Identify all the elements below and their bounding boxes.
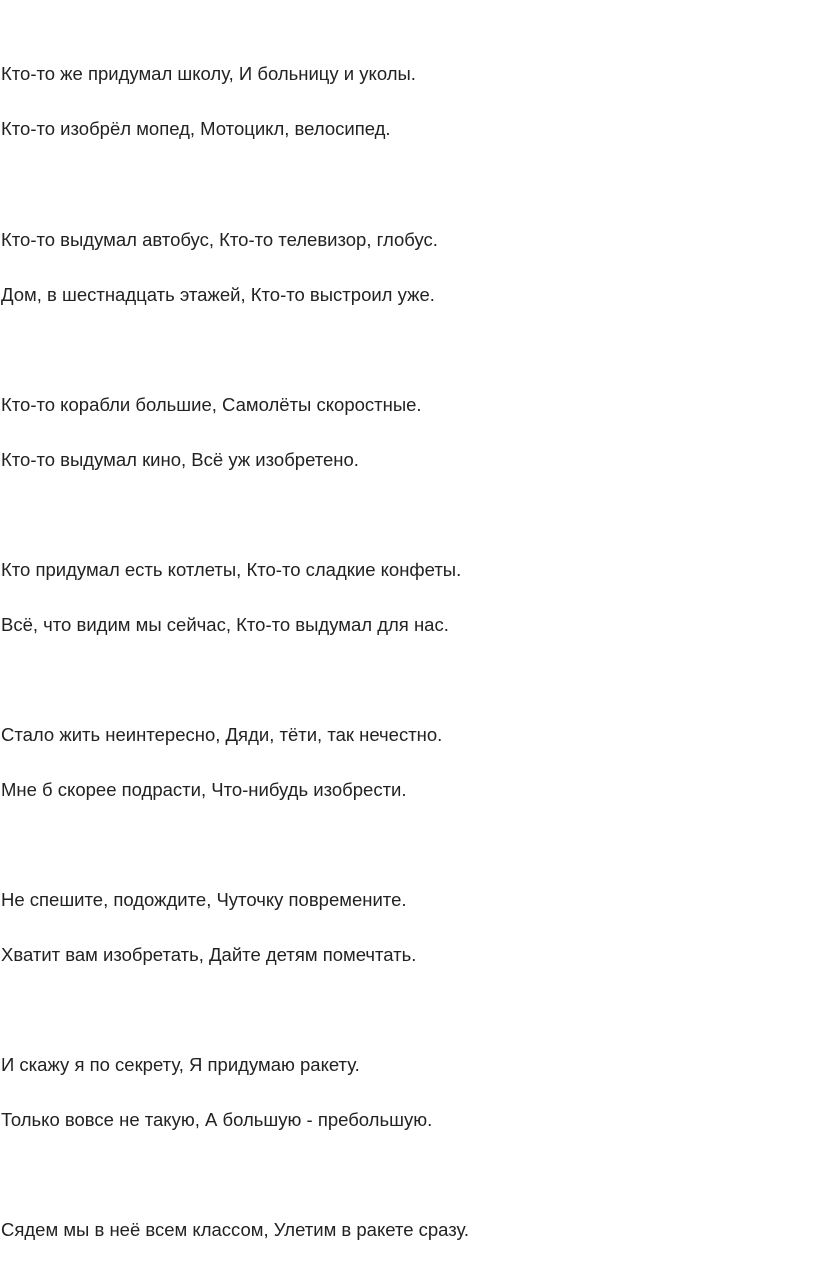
poem-line: Кто-то же придумал школу, И больницу и уколы.	[1, 63, 416, 84]
poem-line: Не спешите, подождите, Чуточку повремените.	[1, 889, 407, 910]
poem-line: Кто-то выдумал кино, Всё уж изобретено.	[1, 449, 359, 470]
poem-line: Дом, в шестнадцать этажей, Кто-то выстроил уже.	[1, 284, 435, 305]
poem-line: Хватит вам изобретать, Дайте детям помечтать.	[1, 944, 417, 965]
poem-line: Сядем мы в неё всем классом, Улетим в ракете сразу.	[1, 1219, 470, 1240]
poem-line: Кто-то выдумал автобус, Кто-то телевизор, глобус.	[1, 229, 438, 250]
poem-line: Мне б скорее подрасти, Что-нибудь изобрести.	[1, 779, 407, 800]
poem-line: Кто-то корабли большие, Самолёты скоростные.	[1, 394, 422, 415]
poem-line: Кто-то изобрёл мопед, Мотоцикл, велосипед.	[1, 118, 391, 139]
poem-line: Только вовсе не такую, А большую - пребольшую.	[1, 1109, 433, 1130]
poem-line: Всё, что видим мы сейчас, Кто-то выдумал для нас.	[1, 614, 449, 635]
poem-line: Кто придумал есть котлеты, Кто-то сладкие конфеты.	[1, 559, 462, 580]
poem-line: И скажу я по секрету, Я придумаю ракету.	[1, 1054, 360, 1075]
poem-line: Стало жить неинтересно, Дяди, тёти, так нечестно.	[1, 724, 443, 745]
